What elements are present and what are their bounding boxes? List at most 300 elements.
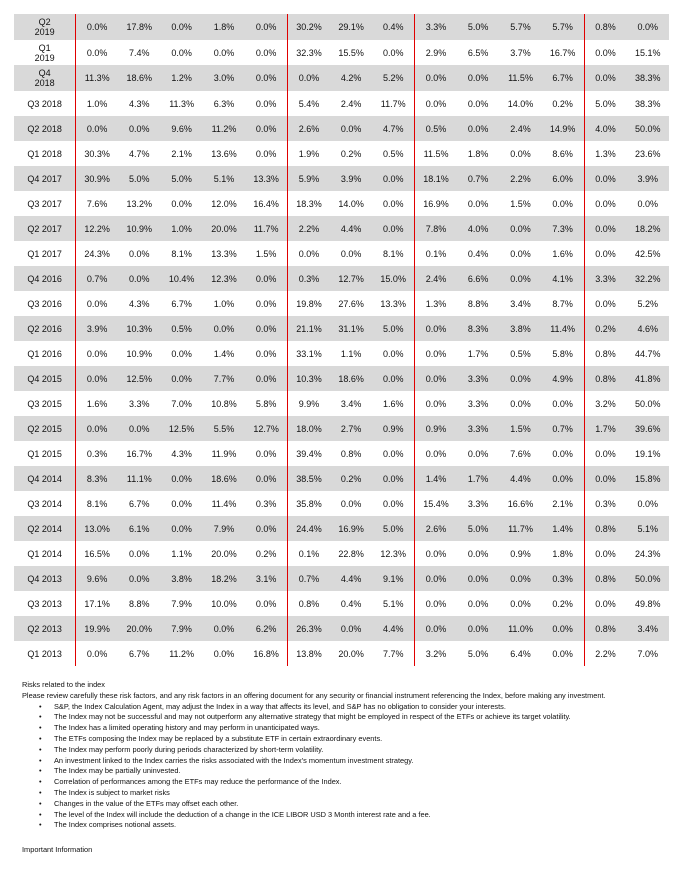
row-period-label: Q4 2016	[14, 266, 76, 291]
table-cell: 0.0%	[118, 266, 160, 291]
table-cell: 1.8%	[457, 141, 499, 166]
risk-item: • The level of the Index will include the deduction of a change in the ICE LIBOR USD 3 Month interest rate and a fee.	[39, 810, 667, 821]
table-cell: 0.0%	[372, 166, 414, 191]
table-cell: 8.1%	[372, 241, 414, 266]
table-cell: 5.0%	[372, 516, 414, 541]
table-row	[14, 65, 669, 91]
table-cell: 50.0%	[626, 116, 669, 141]
table-cell: 24.4%	[288, 516, 330, 541]
row-period-label: Q2 2016	[14, 316, 76, 341]
table-cell: 0.0%	[457, 441, 499, 466]
table-cell: 26.3%	[288, 616, 330, 641]
table-cell: 7.7%	[372, 641, 414, 666]
table-cell: 6.7%	[118, 491, 160, 516]
table-cell: 3.3%	[457, 491, 499, 516]
table-cell: 2.2%	[584, 641, 626, 666]
table-cell: 0.0%	[245, 266, 287, 291]
row-period-label: Q2 2019	[14, 14, 76, 40]
table-cell: 49.8%	[626, 591, 669, 616]
table-cell: 6.7%	[118, 641, 160, 666]
table-cell: 0.0%	[245, 516, 287, 541]
table-cell: 16.7%	[542, 40, 584, 66]
table-cell: 6.4%	[499, 641, 541, 666]
table-cell: 19.1%	[626, 441, 669, 466]
table-cell: 0.0%	[415, 341, 457, 366]
table-cell: 27.6%	[330, 291, 372, 316]
table-cell: 0.0%	[160, 466, 202, 491]
table-cell: 10.9%	[118, 216, 160, 241]
table-cell: 0.4%	[330, 591, 372, 616]
table-cell: 10.3%	[118, 316, 160, 341]
table-row	[14, 391, 669, 416]
table-row	[14, 591, 669, 616]
table-cell: 12.3%	[372, 541, 414, 566]
table-row	[14, 166, 669, 191]
table-cell: 0.0%	[330, 491, 372, 516]
table-cell: 4.4%	[330, 216, 372, 241]
table-cell: 12.7%	[245, 416, 287, 441]
table-cell: 6.7%	[160, 291, 202, 316]
table-cell: 5.4%	[288, 91, 330, 116]
table-cell: 24.3%	[626, 541, 669, 566]
table-cell: 2.2%	[288, 216, 330, 241]
table-cell: 11.5%	[415, 141, 457, 166]
table-cell: 1.6%	[372, 391, 414, 416]
table-cell: 7.0%	[160, 391, 202, 416]
table-cell: 0.8%	[584, 616, 626, 641]
table-cell: 0.0%	[499, 566, 541, 591]
table-cell: 5.7%	[499, 14, 541, 40]
row-period-label: Q4 2015	[14, 366, 76, 391]
table-cell: 44.7%	[626, 341, 669, 366]
row-period-label: Q2 2018	[14, 116, 76, 141]
row-period-label: Q1 2015	[14, 441, 76, 466]
table-cell: 7.3%	[542, 216, 584, 241]
table-cell: 0.8%	[584, 566, 626, 591]
table-cell: 8.8%	[118, 591, 160, 616]
table-cell: 38.5%	[288, 466, 330, 491]
risk-item: • The Index may perform poorly during periods characterized by short-term volatility.	[39, 745, 667, 756]
table-cell: 13.3%	[372, 291, 414, 316]
table-row	[14, 441, 669, 466]
table-cell: 0.0%	[372, 441, 414, 466]
table-cell: 3.3%	[415, 14, 457, 40]
table-cell: 3.8%	[499, 316, 541, 341]
table-cell: 8.8%	[457, 291, 499, 316]
table-cell: 0.0%	[160, 341, 202, 366]
row-period-label: Q4 2017	[14, 166, 76, 191]
table-cell: 11.0%	[499, 616, 541, 641]
table-cell: 8.3%	[76, 466, 118, 491]
table-cell: 21.1%	[288, 316, 330, 341]
table-cell: 0.4%	[457, 241, 499, 266]
table-cell: 14.0%	[499, 91, 541, 116]
row-period-label: Q1 2018	[14, 141, 76, 166]
table-cell: 5.2%	[626, 291, 669, 316]
table-cell: 16.9%	[330, 516, 372, 541]
table-cell: 7.9%	[203, 516, 245, 541]
table-cell: 9.6%	[76, 566, 118, 591]
table-cell: 0.3%	[542, 566, 584, 591]
row-period-label: Q1 2016	[14, 341, 76, 366]
table-cell: 4.4%	[499, 466, 541, 491]
table-cell: 4.7%	[372, 116, 414, 141]
table-cell: 0.0%	[584, 40, 626, 66]
table-cell: 0.5%	[372, 141, 414, 166]
table-row	[14, 616, 669, 641]
table-cell: 11.9%	[203, 441, 245, 466]
table-cell: 29.1%	[330, 14, 372, 40]
table-cell: 0.0%	[160, 14, 202, 40]
table-cell: 4.9%	[542, 366, 584, 391]
table-cell: 16.6%	[499, 491, 541, 516]
table-cell: 5.7%	[542, 14, 584, 40]
table-cell: 0.0%	[245, 366, 287, 391]
table-cell: 0.9%	[372, 416, 414, 441]
table-cell: 13.8%	[288, 641, 330, 666]
row-period-label: Q1 2017	[14, 241, 76, 266]
table-cell: 3.8%	[160, 566, 202, 591]
table-cell: 1.7%	[457, 466, 499, 491]
table-cell: 3.3%	[457, 391, 499, 416]
risk-item: • The Index may be partially uninvested.	[39, 766, 667, 777]
table-cell: 0.0%	[330, 116, 372, 141]
table-cell: 9.1%	[372, 566, 414, 591]
table-cell: 42.5%	[626, 241, 669, 266]
allocation-table	[14, 14, 669, 666]
table-cell: 31.1%	[330, 316, 372, 341]
table-cell: 0.3%	[584, 491, 626, 516]
table-cell: 0.0%	[245, 316, 287, 341]
table-cell: 4.3%	[118, 91, 160, 116]
table-row	[14, 116, 669, 141]
allocation-table-container	[14, 14, 669, 666]
table-cell: 11.3%	[160, 91, 202, 116]
row-period-label: Q1 2014	[14, 541, 76, 566]
table-row	[14, 241, 669, 266]
table-cell: 1.3%	[584, 141, 626, 166]
table-cell: 3.9%	[76, 316, 118, 341]
table-cell: 12.0%	[203, 191, 245, 216]
row-period-label: Q4 2014	[14, 466, 76, 491]
table-cell: 11.7%	[499, 516, 541, 541]
table-cell: 0.9%	[499, 541, 541, 566]
table-cell: 0.0%	[245, 65, 287, 91]
table-cell: 0.8%	[584, 14, 626, 40]
row-period-label: Q2 2015	[14, 416, 76, 441]
table-cell: 5.2%	[372, 65, 414, 91]
table-cell: 2.2%	[499, 166, 541, 191]
table-cell: 4.1%	[542, 266, 584, 291]
table-cell: 13.2%	[118, 191, 160, 216]
table-cell: 0.0%	[76, 14, 118, 40]
table-cell: 0.0%	[76, 40, 118, 66]
table-row	[14, 40, 669, 66]
table-cell: 7.0%	[626, 641, 669, 666]
table-cell: 4.2%	[330, 65, 372, 91]
table-cell: 23.6%	[626, 141, 669, 166]
table-cell: 7.9%	[160, 591, 202, 616]
table-cell: 0.0%	[245, 141, 287, 166]
table-cell: 0.2%	[542, 591, 584, 616]
table-cell: 0.0%	[542, 391, 584, 416]
table-cell: 1.4%	[542, 516, 584, 541]
table-cell: 0.0%	[499, 266, 541, 291]
table-cell: 0.1%	[415, 241, 457, 266]
table-cell: 39.4%	[288, 441, 330, 466]
table-cell: 0.0%	[76, 291, 118, 316]
table-cell: 0.0%	[626, 14, 669, 40]
table-cell: 3.3%	[457, 416, 499, 441]
table-cell: 7.8%	[415, 216, 457, 241]
table-cell: 3.7%	[499, 40, 541, 66]
table-cell: 7.6%	[76, 191, 118, 216]
table-cell: 14.9%	[542, 116, 584, 141]
table-cell: 0.0%	[584, 541, 626, 566]
table-cell: 13.3%	[203, 241, 245, 266]
row-period-label: Q4 2013	[14, 566, 76, 591]
table-cell: 0.0%	[415, 391, 457, 416]
table-row	[14, 316, 669, 341]
table-cell: 0.0%	[542, 191, 584, 216]
table-cell: 5.0%	[457, 14, 499, 40]
table-cell: 0.2%	[330, 466, 372, 491]
table-cell: 12.7%	[330, 266, 372, 291]
table-cell: 0.0%	[245, 591, 287, 616]
table-cell: 8.3%	[457, 316, 499, 341]
table-cell: 12.3%	[203, 266, 245, 291]
table-cell: 0.0%	[415, 91, 457, 116]
table-row	[14, 641, 669, 666]
table-cell: 16.5%	[76, 541, 118, 566]
table-cell: 6.5%	[457, 40, 499, 66]
table-cell: 0.0%	[457, 91, 499, 116]
table-cell: 5.1%	[203, 166, 245, 191]
table-cell: 5.0%	[584, 91, 626, 116]
risk-item: • The ETFs composing the Index may be replaced by a substitute ETF in certain extraordinary events.	[39, 734, 667, 745]
table-cell: 3.4%	[499, 291, 541, 316]
table-cell: 11.5%	[499, 65, 541, 91]
table-cell: 2.7%	[330, 416, 372, 441]
table-cell: 0.8%	[584, 516, 626, 541]
table-cell: 0.0%	[457, 616, 499, 641]
table-cell: 0.0%	[457, 191, 499, 216]
risk-item: • Changes in the value of the ETFs may offset each other.	[39, 799, 667, 810]
table-cell: 0.0%	[542, 466, 584, 491]
table-cell: 8.6%	[542, 141, 584, 166]
table-row	[14, 341, 669, 366]
table-row	[14, 516, 669, 541]
table-cell: 0.0%	[372, 366, 414, 391]
table-cell: 16.8%	[245, 641, 287, 666]
table-cell: 3.3%	[118, 391, 160, 416]
table-cell: 0.0%	[584, 166, 626, 191]
table-cell: 11.4%	[203, 491, 245, 516]
risk-item: • Correlation of performances among the ETFs may reduce the performance of the Index.	[39, 777, 667, 788]
table-cell: 10.3%	[288, 366, 330, 391]
row-period-label: Q3 2013	[14, 591, 76, 616]
table-cell: 0.3%	[245, 491, 287, 516]
table-cell: 10.0%	[203, 591, 245, 616]
important-information-heading: Important Information	[22, 845, 93, 854]
table-cell: 0.0%	[245, 291, 287, 316]
table-cell: 0.0%	[542, 641, 584, 666]
table-cell: 8.7%	[542, 291, 584, 316]
table-cell: 0.0%	[118, 116, 160, 141]
table-cell: 4.6%	[626, 316, 669, 341]
table-cell: 30.9%	[76, 166, 118, 191]
table-cell: 0.0%	[118, 541, 160, 566]
table-cell: 0.0%	[457, 566, 499, 591]
table-cell: 30.2%	[288, 14, 330, 40]
table-cell: 4.7%	[118, 141, 160, 166]
table-cell: 0.0%	[499, 216, 541, 241]
table-cell: 0.0%	[76, 366, 118, 391]
table-cell: 15.8%	[626, 466, 669, 491]
table-cell: 7.7%	[203, 366, 245, 391]
table-body	[14, 14, 669, 666]
table-cell: 1.5%	[245, 241, 287, 266]
table-cell: 0.0%	[118, 566, 160, 591]
table-cell: 11.3%	[76, 65, 118, 91]
row-period-label: Q4 2018	[14, 65, 76, 91]
row-period-label: Q2 2014	[14, 516, 76, 541]
table-cell: 22.8%	[330, 541, 372, 566]
table-cell: 5.8%	[542, 341, 584, 366]
table-cell: 13.0%	[76, 516, 118, 541]
risk-notes	[22, 680, 667, 831]
table-cell: 4.0%	[457, 216, 499, 241]
table-cell: 0.0%	[542, 441, 584, 466]
table-cell: 6.0%	[542, 166, 584, 191]
table-cell: 0.1%	[288, 541, 330, 566]
table-cell: 0.5%	[160, 316, 202, 341]
table-cell: 0.2%	[542, 91, 584, 116]
table-cell: 0.8%	[330, 441, 372, 466]
table-cell: 0.0%	[245, 441, 287, 466]
row-period-label: Q1 2013	[14, 641, 76, 666]
table-cell: 0.0%	[203, 641, 245, 666]
table-cell: 0.0%	[372, 191, 414, 216]
table-cell: 6.6%	[457, 266, 499, 291]
table-cell: 3.9%	[626, 166, 669, 191]
table-cell: 12.2%	[76, 216, 118, 241]
table-cell: 5.5%	[203, 416, 245, 441]
row-period-label: Q3 2016	[14, 291, 76, 316]
table-cell: 11.1%	[118, 466, 160, 491]
table-cell: 20.0%	[118, 616, 160, 641]
table-cell: 41.8%	[626, 366, 669, 391]
table-cell: 11.2%	[160, 641, 202, 666]
table-cell: 0.0%	[542, 616, 584, 641]
table-cell: 0.5%	[499, 341, 541, 366]
table-cell: 20.0%	[203, 541, 245, 566]
table-cell: 0.0%	[626, 191, 669, 216]
table-cell: 0.0%	[415, 616, 457, 641]
table-cell: 0.0%	[584, 291, 626, 316]
table-cell: 0.2%	[330, 141, 372, 166]
row-period-label: Q3 2015	[14, 391, 76, 416]
table-cell: 3.4%	[626, 616, 669, 641]
table-cell: 1.6%	[76, 391, 118, 416]
table-cell: 0.0%	[245, 116, 287, 141]
table-cell: 1.8%	[203, 14, 245, 40]
table-cell: 0.7%	[542, 416, 584, 441]
table-cell: 15.4%	[415, 491, 457, 516]
table-cell: 19.8%	[288, 291, 330, 316]
table-cell: 3.0%	[203, 65, 245, 91]
table-row	[14, 191, 669, 216]
table-cell: 0.0%	[415, 316, 457, 341]
table-cell: 11.7%	[245, 216, 287, 241]
table-cell: 2.4%	[330, 91, 372, 116]
table-row	[14, 566, 669, 591]
risk-item: • The Index has a limited operating history and may perform in unanticipated ways.	[39, 723, 667, 734]
table-cell: 5.1%	[372, 591, 414, 616]
row-period-label: Q1 2019	[14, 40, 76, 66]
table-cell: 1.1%	[330, 341, 372, 366]
table-cell: 0.0%	[245, 466, 287, 491]
table-cell: 32.2%	[626, 266, 669, 291]
table-cell: 1.3%	[415, 291, 457, 316]
table-cell: 0.0%	[372, 40, 414, 66]
table-cell: 2.6%	[415, 516, 457, 541]
table-cell: 0.3%	[288, 266, 330, 291]
table-cell: 0.0%	[415, 541, 457, 566]
table-row	[14, 466, 669, 491]
table-cell: 0.2%	[245, 541, 287, 566]
table-cell: 3.4%	[330, 391, 372, 416]
table-cell: 1.8%	[542, 541, 584, 566]
table-cell: 0.0%	[372, 491, 414, 516]
table-cell: 0.7%	[76, 266, 118, 291]
table-cell: 12.5%	[160, 416, 202, 441]
table-cell: 9.9%	[288, 391, 330, 416]
table-cell: 5.8%	[245, 391, 287, 416]
table-cell: 4.0%	[584, 116, 626, 141]
table-cell: 0.0%	[457, 591, 499, 616]
table-cell: 2.6%	[288, 116, 330, 141]
table-cell: 6.3%	[203, 91, 245, 116]
table-cell: 0.0%	[288, 65, 330, 91]
table-cell: 5.0%	[372, 316, 414, 341]
table-cell: 13.6%	[203, 141, 245, 166]
table-cell: 1.6%	[542, 241, 584, 266]
table-cell: 0.0%	[415, 441, 457, 466]
table-cell: 3.1%	[245, 566, 287, 591]
table-cell: 5.0%	[457, 516, 499, 541]
table-cell: 38.3%	[626, 65, 669, 91]
table-cell: 3.2%	[415, 641, 457, 666]
table-cell: 50.0%	[626, 391, 669, 416]
table-cell: 1.2%	[160, 65, 202, 91]
table-cell: 0.0%	[160, 191, 202, 216]
table-cell: 1.7%	[584, 416, 626, 441]
table-cell: 1.0%	[76, 91, 118, 116]
table-cell: 20.0%	[203, 216, 245, 241]
table-cell: 32.3%	[288, 40, 330, 66]
risks-heading: Risks related to the index	[22, 680, 105, 689]
table-cell: 9.6%	[160, 116, 202, 141]
table-cell: 10.9%	[118, 341, 160, 366]
table-row	[14, 541, 669, 566]
table-cell: 5.0%	[118, 166, 160, 191]
table-cell: 0.0%	[415, 566, 457, 591]
table-cell: 7.6%	[499, 441, 541, 466]
table-cell: 0.0%	[584, 191, 626, 216]
table-cell: 15.1%	[626, 40, 669, 66]
table-cell: 6.7%	[542, 65, 584, 91]
